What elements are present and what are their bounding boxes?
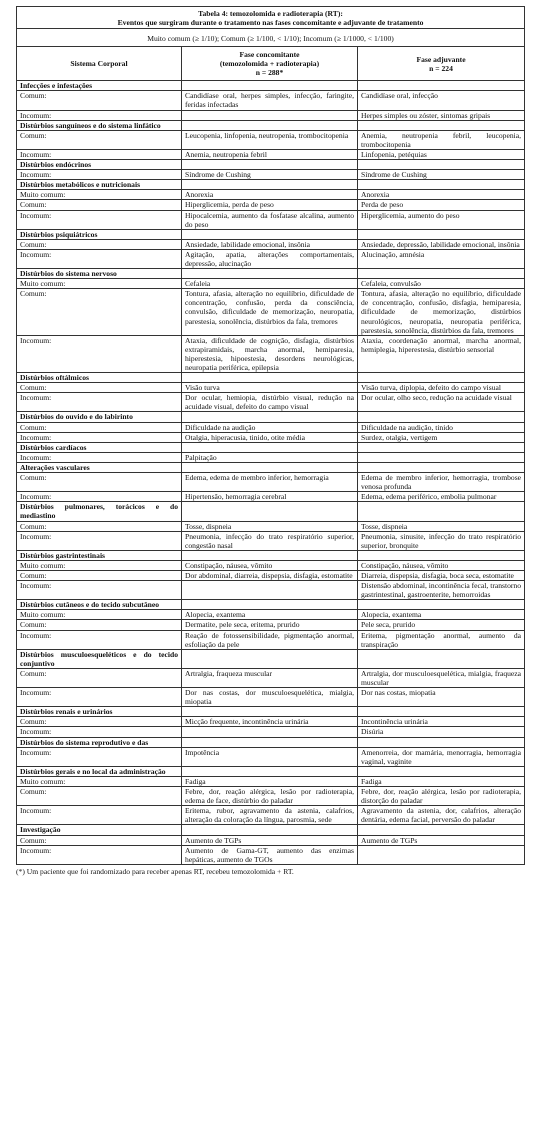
section-empty-cell [182, 120, 358, 130]
table-row [17, 249, 525, 268]
frequency-cell: Incomum: [17, 110, 182, 120]
adjuvant-cell: Incontinência urinária [358, 717, 525, 727]
table-row [17, 717, 525, 727]
concomitant-cell: Cefaleia [182, 279, 358, 289]
section-empty-cell [182, 269, 358, 279]
adjuvant-cell: Amenorreia, dor mamária, menorragia, hemorragia vaginal, vaginite [358, 747, 525, 766]
frequency-cell: Incomum: [17, 452, 182, 462]
concomitant-cell: Dor abdominal, diarreia, dispepsia, disfagia, estomatite [182, 570, 358, 580]
table-row [17, 289, 525, 335]
section-header-row [17, 229, 525, 239]
section-header-row [17, 81, 525, 91]
section-header-row [17, 766, 525, 776]
frequency-cell: Comum: [17, 835, 182, 845]
table-row [17, 473, 525, 492]
frequency-cell: Incomum: [17, 581, 182, 600]
frequency-cell: Muito comum: [17, 279, 182, 289]
section-header-row [17, 707, 525, 717]
section-title: Distúrbios oftálmicos [17, 373, 182, 383]
table-row [17, 620, 525, 630]
adjuvant-cell: Síndrome de Cushing [358, 170, 525, 180]
section-empty-cell [358, 442, 525, 452]
frequency-cell: Incomum: [17, 249, 182, 268]
section-empty-cell [182, 825, 358, 835]
frequency-cell: Incomum: [17, 492, 182, 502]
concomitant-cell: Hipocalcemia, aumento da fosfatase alcalina, aumento do peso [182, 210, 358, 229]
frequency-cell: Incomum: [17, 210, 182, 229]
section-title: Alterações vasculares [17, 462, 182, 472]
section-title: Distúrbios endócrinos [17, 160, 182, 170]
section-header-row [17, 442, 525, 452]
section-empty-cell [182, 229, 358, 239]
concomitant-cell: Aumento de TGPs [182, 835, 358, 845]
section-empty-cell [358, 766, 525, 776]
section-title: Distúrbios sanguíneos e do sistema linfático [17, 120, 182, 130]
table-row [17, 170, 525, 180]
section-title: Distúrbios musculoesqueléticos e do tecido conjuntivo [17, 649, 182, 668]
column-header-concomitant [182, 47, 358, 81]
section-header-row [17, 737, 525, 747]
concomitant-cell: Alopecia, exantema [182, 610, 358, 620]
adjuvant-cell: Distensão abdominal, incontinência fecal, transtorno gastrintestinal, gastroenterite, hemorroidas [358, 581, 525, 600]
adjuvant-cell: Herpes simples ou zóster, sintomas gripais [358, 110, 525, 120]
table-title [17, 7, 525, 29]
concomitant-cell: Hiperglicemia, perda de peso [182, 200, 358, 210]
concomitant-cell: Ataxia, dificuldade de cognição, disfagia, distúrbios extrapiramidais, marcha anormal, hemiparesia, hiperestesia, hipoestesia, desordens neurológicas, neuropatia periférica, epilepsia [182, 335, 358, 372]
section-empty-cell [182, 373, 358, 383]
section-empty-cell [358, 81, 525, 91]
table-row [17, 560, 525, 570]
adjuvant-cell: Hiperglicemia, aumento do peso [358, 210, 525, 229]
frequency-cell: Comum: [17, 383, 182, 393]
section-header-row [17, 120, 525, 130]
concomitant-cell: Tosse, dispneia [182, 521, 358, 531]
adjuvant-cell: Edema de membro inferior, hemorragia, trombose venosa profunda [358, 473, 525, 492]
section-title: Distúrbios psiquiátricos [17, 229, 182, 239]
concomitant-cell: Micção frequente, incontinência urinária [182, 717, 358, 727]
concomitant-cell: Otalgia, hiperacusia, tinido, otite média [182, 432, 358, 442]
table-row [17, 130, 525, 149]
frequency-cell: Comum: [17, 570, 182, 580]
column-header-row [17, 47, 525, 81]
adjuvant-cell: Artralgia, dor musculoesquelética, mialgia, fraqueza muscular [358, 668, 525, 687]
frequency-cell: Incomum: [17, 806, 182, 825]
frequency-cell: Comum: [17, 620, 182, 630]
concomitant-cell: Anemia, neutropenia febril [182, 149, 358, 159]
table-row [17, 688, 525, 707]
adjuvant-cell: Tontura, afasia, alteração no equilíbrio, dificuldade de concentração, confusão, disfagia, hemiparesia, dificuldade de memorização, distúrbios neurológicos, neuropatia, neuropatia periférica, parestesia, sonolência, distúrbios da fala, tremores [358, 289, 525, 335]
adjuvant-cell: Constipação, náusea, vômito [358, 560, 525, 570]
section-title: Investigação [17, 825, 182, 835]
section-empty-cell [358, 825, 525, 835]
table-row [17, 630, 525, 649]
adjuvant-cell: Ansiedade, depressão, labilidade emocional, insônia [358, 239, 525, 249]
frequency-cell: Comum: [17, 521, 182, 531]
adjuvant-cell: Eritema, pigmentação anormal, aumento da transpiração [358, 630, 525, 649]
table-row [17, 845, 525, 864]
frequency-cell: Incomum: [17, 432, 182, 442]
frequency-cell: Incomum: [17, 531, 182, 550]
table-row [17, 149, 525, 159]
adjuvant-cell: Perda de peso [358, 200, 525, 210]
adjuvant-cell: Anemia, neutropenia febril, leucopenia, trombocitopenia [358, 130, 525, 149]
section-header-row [17, 825, 525, 835]
frequency-cell: Comum: [17, 787, 182, 806]
frequency-cell: Incomum: [17, 845, 182, 864]
frequency-cell: Comum: [17, 422, 182, 432]
frequency-cell: Muito comum: [17, 560, 182, 570]
concomitant-cell: Dermatite, pele seca, eritema, prurido [182, 620, 358, 630]
table-row [17, 422, 525, 432]
concomitant-cell: Palpitação [182, 452, 358, 462]
adjuvant-cell: Febre, dor, reação alérgica, lesão por radioterapia, distorção do paladar [358, 787, 525, 806]
frequency-cell: Comum: [17, 200, 182, 210]
frequency-cell: Comum: [17, 130, 182, 149]
section-header-row [17, 269, 525, 279]
section-title: Distúrbios cardíacos [17, 442, 182, 452]
section-empty-cell [358, 412, 525, 422]
frequency-cell: Incomum: [17, 727, 182, 737]
adjuvant-cell: Anorexia [358, 190, 525, 200]
frequency-cell: Comum: [17, 473, 182, 492]
frequency-cell: Incomum: [17, 335, 182, 372]
table-row [17, 91, 525, 110]
adjuvant-cell: Agravamento da astenia, dor, calafrios, alteração dentária, edema facial, perversão do paladar [358, 806, 525, 825]
table-row [17, 452, 525, 462]
concomitant-cell: Eritema, rubor, agravamento da astenia, calafrios, alteração da coloração da língua, parosmia, sede [182, 806, 358, 825]
table-row [17, 110, 525, 120]
frequency-cell: Incomum: [17, 393, 182, 412]
table-row [17, 393, 525, 412]
table-row [17, 432, 525, 442]
table-row [17, 806, 525, 825]
section-empty-cell [358, 120, 525, 130]
adjuvant-cell: Visão turva, diplopia, defeito do campo visual [358, 383, 525, 393]
table-title-row [17, 7, 525, 29]
concomitant-cell: Fadiga [182, 776, 358, 786]
frequency-cell: Incomum: [17, 149, 182, 159]
adjuvant-cell: Candidíase oral, infecção [358, 91, 525, 110]
frequency-cell: Incomum: [17, 630, 182, 649]
table-row [17, 210, 525, 229]
adjuvant-cell: Dificuldade na audição, tinido [358, 422, 525, 432]
section-empty-cell [182, 442, 358, 452]
concomitant-cell [182, 727, 358, 737]
section-title: Distúrbios renais e urinários [17, 707, 182, 717]
adjuvant-cell: Dor nas costas, miopatia [358, 688, 525, 707]
section-title: Distúrbios do sistema nervoso [17, 269, 182, 279]
section-title: Distúrbios gastrintestinais [17, 550, 182, 560]
section-empty-cell [358, 180, 525, 190]
section-header-row [17, 502, 525, 521]
frequency-cell: Incomum: [17, 688, 182, 707]
table-row [17, 570, 525, 580]
frequency-cell: Incomum: [17, 170, 182, 180]
section-empty-cell [182, 462, 358, 472]
frequency-cell: Comum: [17, 91, 182, 110]
column-header-adjuvant-line-1: Fase adjuvante [416, 54, 466, 64]
frequency-cell: Comum: [17, 289, 182, 335]
adjuvant-cell: Pneumonia, sinusite, infecção do trato respiratório superior, bronquite [358, 531, 525, 550]
table-row [17, 776, 525, 786]
section-empty-cell [182, 649, 358, 668]
section-empty-cell [182, 737, 358, 747]
frequency-cell: Muito comum: [17, 610, 182, 620]
section-header-row [17, 412, 525, 422]
concomitant-cell: Pneumonia, infecção do trato respiratório superior, congestão nasal [182, 531, 358, 550]
table-row [17, 531, 525, 550]
concomitant-cell: Aumento de Gama-GT, aumento das enzimas hepáticas, aumento de TGOs [182, 845, 358, 864]
section-title: Distúrbios do ouvido e do labirinto [17, 412, 182, 422]
table-row [17, 747, 525, 766]
section-empty-cell [182, 412, 358, 422]
table-row [17, 581, 525, 600]
concomitant-cell: Dor ocular, hemiopia, distúrbio visual, redução na acuidade visual, defeito do campo visual [182, 393, 358, 412]
section-empty-cell [182, 180, 358, 190]
section-header-row [17, 373, 525, 383]
section-header-row [17, 180, 525, 190]
adjuvant-cell: Alucinação, amnésia [358, 249, 525, 268]
concomitant-cell: Edema, edema de membro inferior, hemorragia [182, 473, 358, 492]
table-title-line-1: Tabela 4: temozolomida e radioterapia (RT): [198, 9, 343, 18]
section-header-row [17, 550, 525, 560]
section-empty-cell [358, 462, 525, 472]
table-row [17, 610, 525, 620]
adjuvant-cell: Surdez, otalgia, vertigem [358, 432, 525, 442]
adjuvant-cell: Pele seca, prurido [358, 620, 525, 630]
section-empty-cell [358, 707, 525, 717]
table-row [17, 835, 525, 845]
section-empty-cell [182, 550, 358, 560]
concomitant-cell: Visão turva [182, 383, 358, 393]
section-empty-cell [358, 649, 525, 668]
section-empty-cell [358, 373, 525, 383]
concomitant-cell: Febre, dor, reação alérgica, lesão por radioterapia, edema de face, distúrbio do paladar [182, 787, 358, 806]
concomitant-cell: Agitação, apatia, alterações comportamentais, depressão, alucinação [182, 249, 358, 268]
table-row [17, 521, 525, 531]
column-header-adjuvant-line-2: n = 224 [429, 63, 453, 73]
frequency-cell: Muito comum: [17, 190, 182, 200]
concomitant-cell: Impotência [182, 747, 358, 766]
section-empty-cell [358, 229, 525, 239]
adjuvant-cell: Edema, edema periférico, embolia pulmonar [358, 492, 525, 502]
section-empty-cell [358, 269, 525, 279]
section-empty-cell [358, 600, 525, 610]
section-empty-cell [182, 766, 358, 776]
table-row [17, 492, 525, 502]
column-header-concomitant-line-1: Fase concomitante [239, 50, 300, 60]
table-row [17, 190, 525, 200]
section-empty-cell [182, 81, 358, 91]
concomitant-cell: Constipação, náusea, vômito [182, 560, 358, 570]
concomitant-cell: Artralgia, fraqueza muscular [182, 668, 358, 687]
section-header-row [17, 160, 525, 170]
adjuvant-cell: Aumento de TGPs [358, 835, 525, 845]
column-header-concomitant-line-3: n = 288* [255, 68, 284, 78]
section-title: Distúrbios pulmonares, torácicos e do mediastino [17, 502, 182, 521]
section-title: Distúrbios gerais e no local da administração [17, 766, 182, 776]
concomitant-cell: Síndrome de Cushing [182, 170, 358, 180]
section-title: Infecções e infestações [17, 81, 182, 91]
table-row [17, 668, 525, 687]
concomitant-cell: Reação de fotossensibilidade, pigmentação anormal, esfoliação da pele [182, 630, 358, 649]
column-header-adjuvant [358, 47, 525, 81]
table-row [17, 335, 525, 372]
table-footnote: (*) Um paciente que foi randomizado para receber apenas RT, recebeu temozolomida + RT. [16, 867, 294, 876]
concomitant-cell: Leucopenia, linfopenia, neutropenia, trombocitopenia [182, 130, 358, 149]
frequency-cell: Muito comum: [17, 776, 182, 786]
concomitant-cell: Dor nas costas, dor musculoesquelética, mialgia, miopatia [182, 688, 358, 707]
section-title: Distúrbios metabólicos e nutricionais [17, 180, 182, 190]
section-empty-cell [182, 600, 358, 610]
concomitant-cell: Candidíase oral, herpes simples, infecção, faringite, feridas infectadas [182, 91, 358, 110]
frequency-cell: Comum: [17, 668, 182, 687]
adjuvant-cell: Ataxia, coordenação anormal, marcha anormal, hemiplegia, hiperestesia, distúrbio sensorial [358, 335, 525, 372]
adjuvant-cell [358, 452, 525, 462]
table-row [17, 727, 525, 737]
frequency-legend: Muito comum (≥ 1/10); Comum (≥ 1/100, < 1/10); Incomum (≥ 1/1000, < 1/100) [17, 29, 525, 47]
table-row [17, 279, 525, 289]
concomitant-cell: Ansiedade, labilidade emocional, insônia [182, 239, 358, 249]
section-empty-cell [182, 502, 358, 521]
table-title-line-2: Eventos que surgiram durante o tratamento nas fases concomitante e adjuvante de tratamento [117, 18, 424, 28]
column-header-concomitant-line-2: (temozolomida + radioterapia) [219, 59, 320, 69]
adjuvant-cell [358, 845, 525, 864]
adjuvant-cell: Diarreia, dispepsia, disfagia, boca seca, estomatite [358, 570, 525, 580]
concomitant-cell [182, 110, 358, 120]
adjuvant-cell: Disúria [358, 727, 525, 737]
concomitant-cell: Hipertensão, hemorragia cerebral [182, 492, 358, 502]
section-empty-cell [358, 160, 525, 170]
concomitant-cell: Tontura, afasia, alteração no equilíbrio, dificuldade de concentração, confusão, perda da consciência, convulsão, dificuldade de memorização, neuropatia, parestesia, sonolência, distúrbios da fala, tremores [182, 289, 358, 335]
table-row [17, 787, 525, 806]
concomitant-cell: Dificuldade na audição [182, 422, 358, 432]
adjuvant-cell: Cefaleia, convulsão [358, 279, 525, 289]
adjuvant-cell: Fadiga [358, 776, 525, 786]
section-header-row [17, 462, 525, 472]
section-empty-cell [358, 550, 525, 560]
section-header-row [17, 649, 525, 668]
concomitant-cell: Anorexia [182, 190, 358, 200]
adjuvant-cell: Alopecia, exantema [358, 610, 525, 620]
adverse-events-table [16, 6, 525, 865]
frequency-cell: Incomum: [17, 747, 182, 766]
table-row [17, 383, 525, 393]
section-empty-cell [182, 160, 358, 170]
adjuvant-cell: Linfopenia, petéquias [358, 149, 525, 159]
frequency-cell: Comum: [17, 717, 182, 727]
section-empty-cell [358, 502, 525, 521]
section-empty-cell [358, 737, 525, 747]
table-row [17, 200, 525, 210]
adjuvant-cell: Tosse, dispneia [358, 521, 525, 531]
frequency-legend-row [17, 29, 525, 47]
section-title: Distúrbios do sistema reprodutivo e das [17, 737, 182, 747]
table-row [17, 239, 525, 249]
section-title: Distúrbios cutâneos e do tecido subcutâneo [17, 600, 182, 610]
column-header-system: Sistema Corporal [17, 47, 182, 81]
frequency-cell: Comum: [17, 239, 182, 249]
section-empty-cell [182, 707, 358, 717]
concomitant-cell [182, 581, 358, 600]
adjuvant-cell: Dor ocular, olho seco, redução na acuidade visual [358, 393, 525, 412]
section-header-row [17, 600, 525, 610]
